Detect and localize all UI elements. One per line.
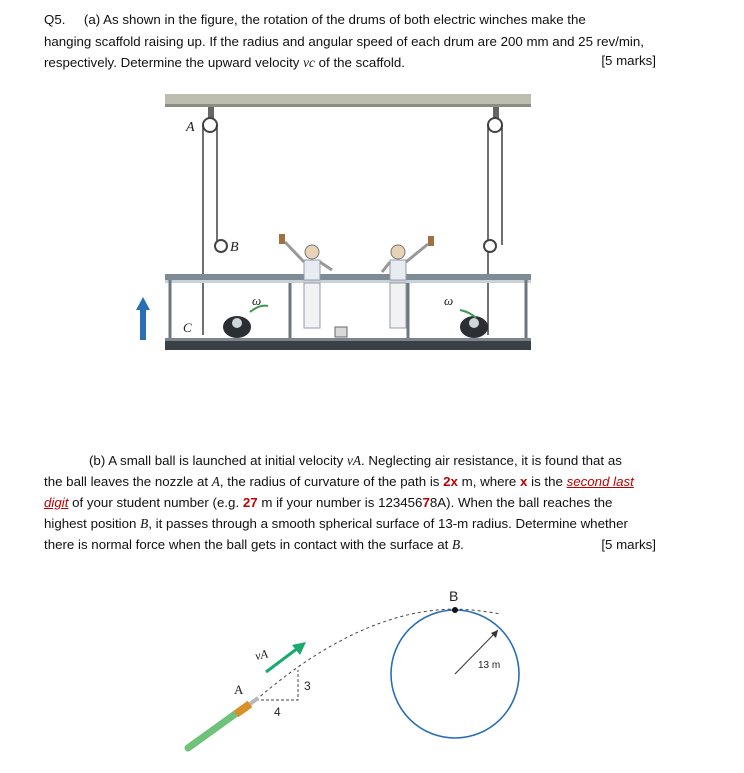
nozzle [188,698,258,748]
omega-right: ω [444,293,454,308]
velocity-arrowhead [292,642,306,655]
label-b-fig: B [449,588,459,604]
t2: , the radius of curvature of the path is [219,474,444,489]
t10: there is normal force when the ball gets in contact with the surface at [44,537,452,552]
t8: highest position [44,516,141,531]
velocity-vc: vc [303,55,315,70]
point-b-2: B [451,537,461,552]
omega-left: ω [252,293,262,308]
part-a-label: (a) [83,12,101,27]
part-a-line-3-text: respectively. Determine the upward velocity [44,55,304,70]
x-var: x [520,474,528,489]
trajectory-path [253,609,500,700]
slope-run: 4 [274,705,281,719]
radius-label: 13 m [478,660,501,671]
t5: of your student number (e.g. [68,495,243,510]
part-b-marks: [5 marks] [601,537,656,552]
example-digit-7: 7 [422,495,430,510]
t3: m, where [457,474,521,489]
slope-triangle [256,670,298,700]
part-b-line-1-end: . Neglecting air resistance, it is found that as [360,453,622,468]
point-b: B [140,516,149,531]
question-number: Q5. [44,12,66,27]
second-last: second last [566,474,634,489]
example-27: 27 [242,495,258,510]
t9: , it passes through a smooth spherical surface of 13-m radius. Determine whether [148,516,628,531]
part-a-line-3-end: of the scaffold. [314,55,405,70]
t7: 8A). When the ball reaches the [429,495,613,510]
two-x: 2x [443,474,458,489]
t11: . [460,537,464,552]
digit-word: digit [44,495,69,510]
point-b-dot [452,607,458,613]
t4: is the [527,474,567,489]
part-b-line-1-text: (b) A small ball is launched at initial velocity [89,453,347,468]
label-b: B [230,240,239,255]
point-a: A [211,474,220,489]
t6: m if your number is 123456 [257,495,423,510]
velocity-va: vA [346,453,361,468]
part-a-marks: [5 marks] [601,53,656,68]
label-c: C [183,320,192,335]
t1: the ball leaves the nozzle at [44,474,212,489]
part-a-line-1: As shown in the figure, the rotation of the drums of both electric winches make the [103,12,586,27]
label-a-fig: A [234,682,244,697]
label-a: A [186,120,195,135]
part-a-line-2: hanging scaffold raising up. If the radius and angular speed of each drum are 200 mm and 25 rev/min, [44,34,644,49]
velocity-arrow-shaft [266,648,298,672]
label-va: vA [253,646,270,663]
slope-rise: 3 [304,679,311,693]
